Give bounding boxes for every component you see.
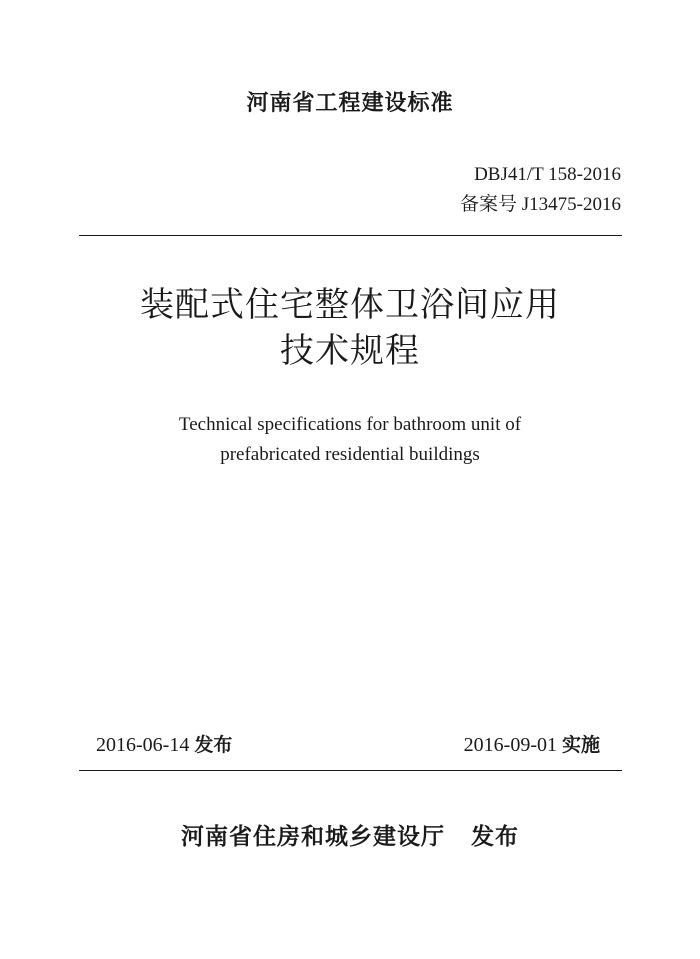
standard-codes	[460, 160, 621, 220]
english-title-line-2: prefabricated residential buildings	[220, 444, 480, 465]
top-divider	[79, 235, 622, 236]
issue-date: 2016-06-14	[96, 734, 190, 756]
chinese-title-line-2: 技术规程	[280, 331, 420, 371]
series-title: 河南省工程建设标准	[246, 91, 454, 116]
effective-date: 2016-09-01	[463, 734, 557, 756]
chinese-title-line-1: 装配式住宅整体卫浴间应用	[140, 285, 560, 325]
standard-number: DBJ41/T 158-2016	[474, 164, 621, 185]
effective-label: 实施	[561, 734, 600, 756]
english-title	[0, 410, 700, 470]
publish-label: 发布	[471, 824, 519, 850]
issue-date-block	[96, 730, 232, 757]
publisher-name: 河南省住房和城乡建设厅	[181, 824, 445, 850]
publisher-line	[0, 818, 700, 851]
bottom-divider	[79, 770, 622, 771]
effective-date-block	[464, 730, 600, 757]
issue-label: 发布	[194, 734, 233, 756]
record-number: 备案号 J13475-2016	[460, 194, 621, 215]
chinese-title	[0, 282, 700, 374]
english-title-line-1: Technical specifications for bathroom unit of	[178, 414, 522, 435]
